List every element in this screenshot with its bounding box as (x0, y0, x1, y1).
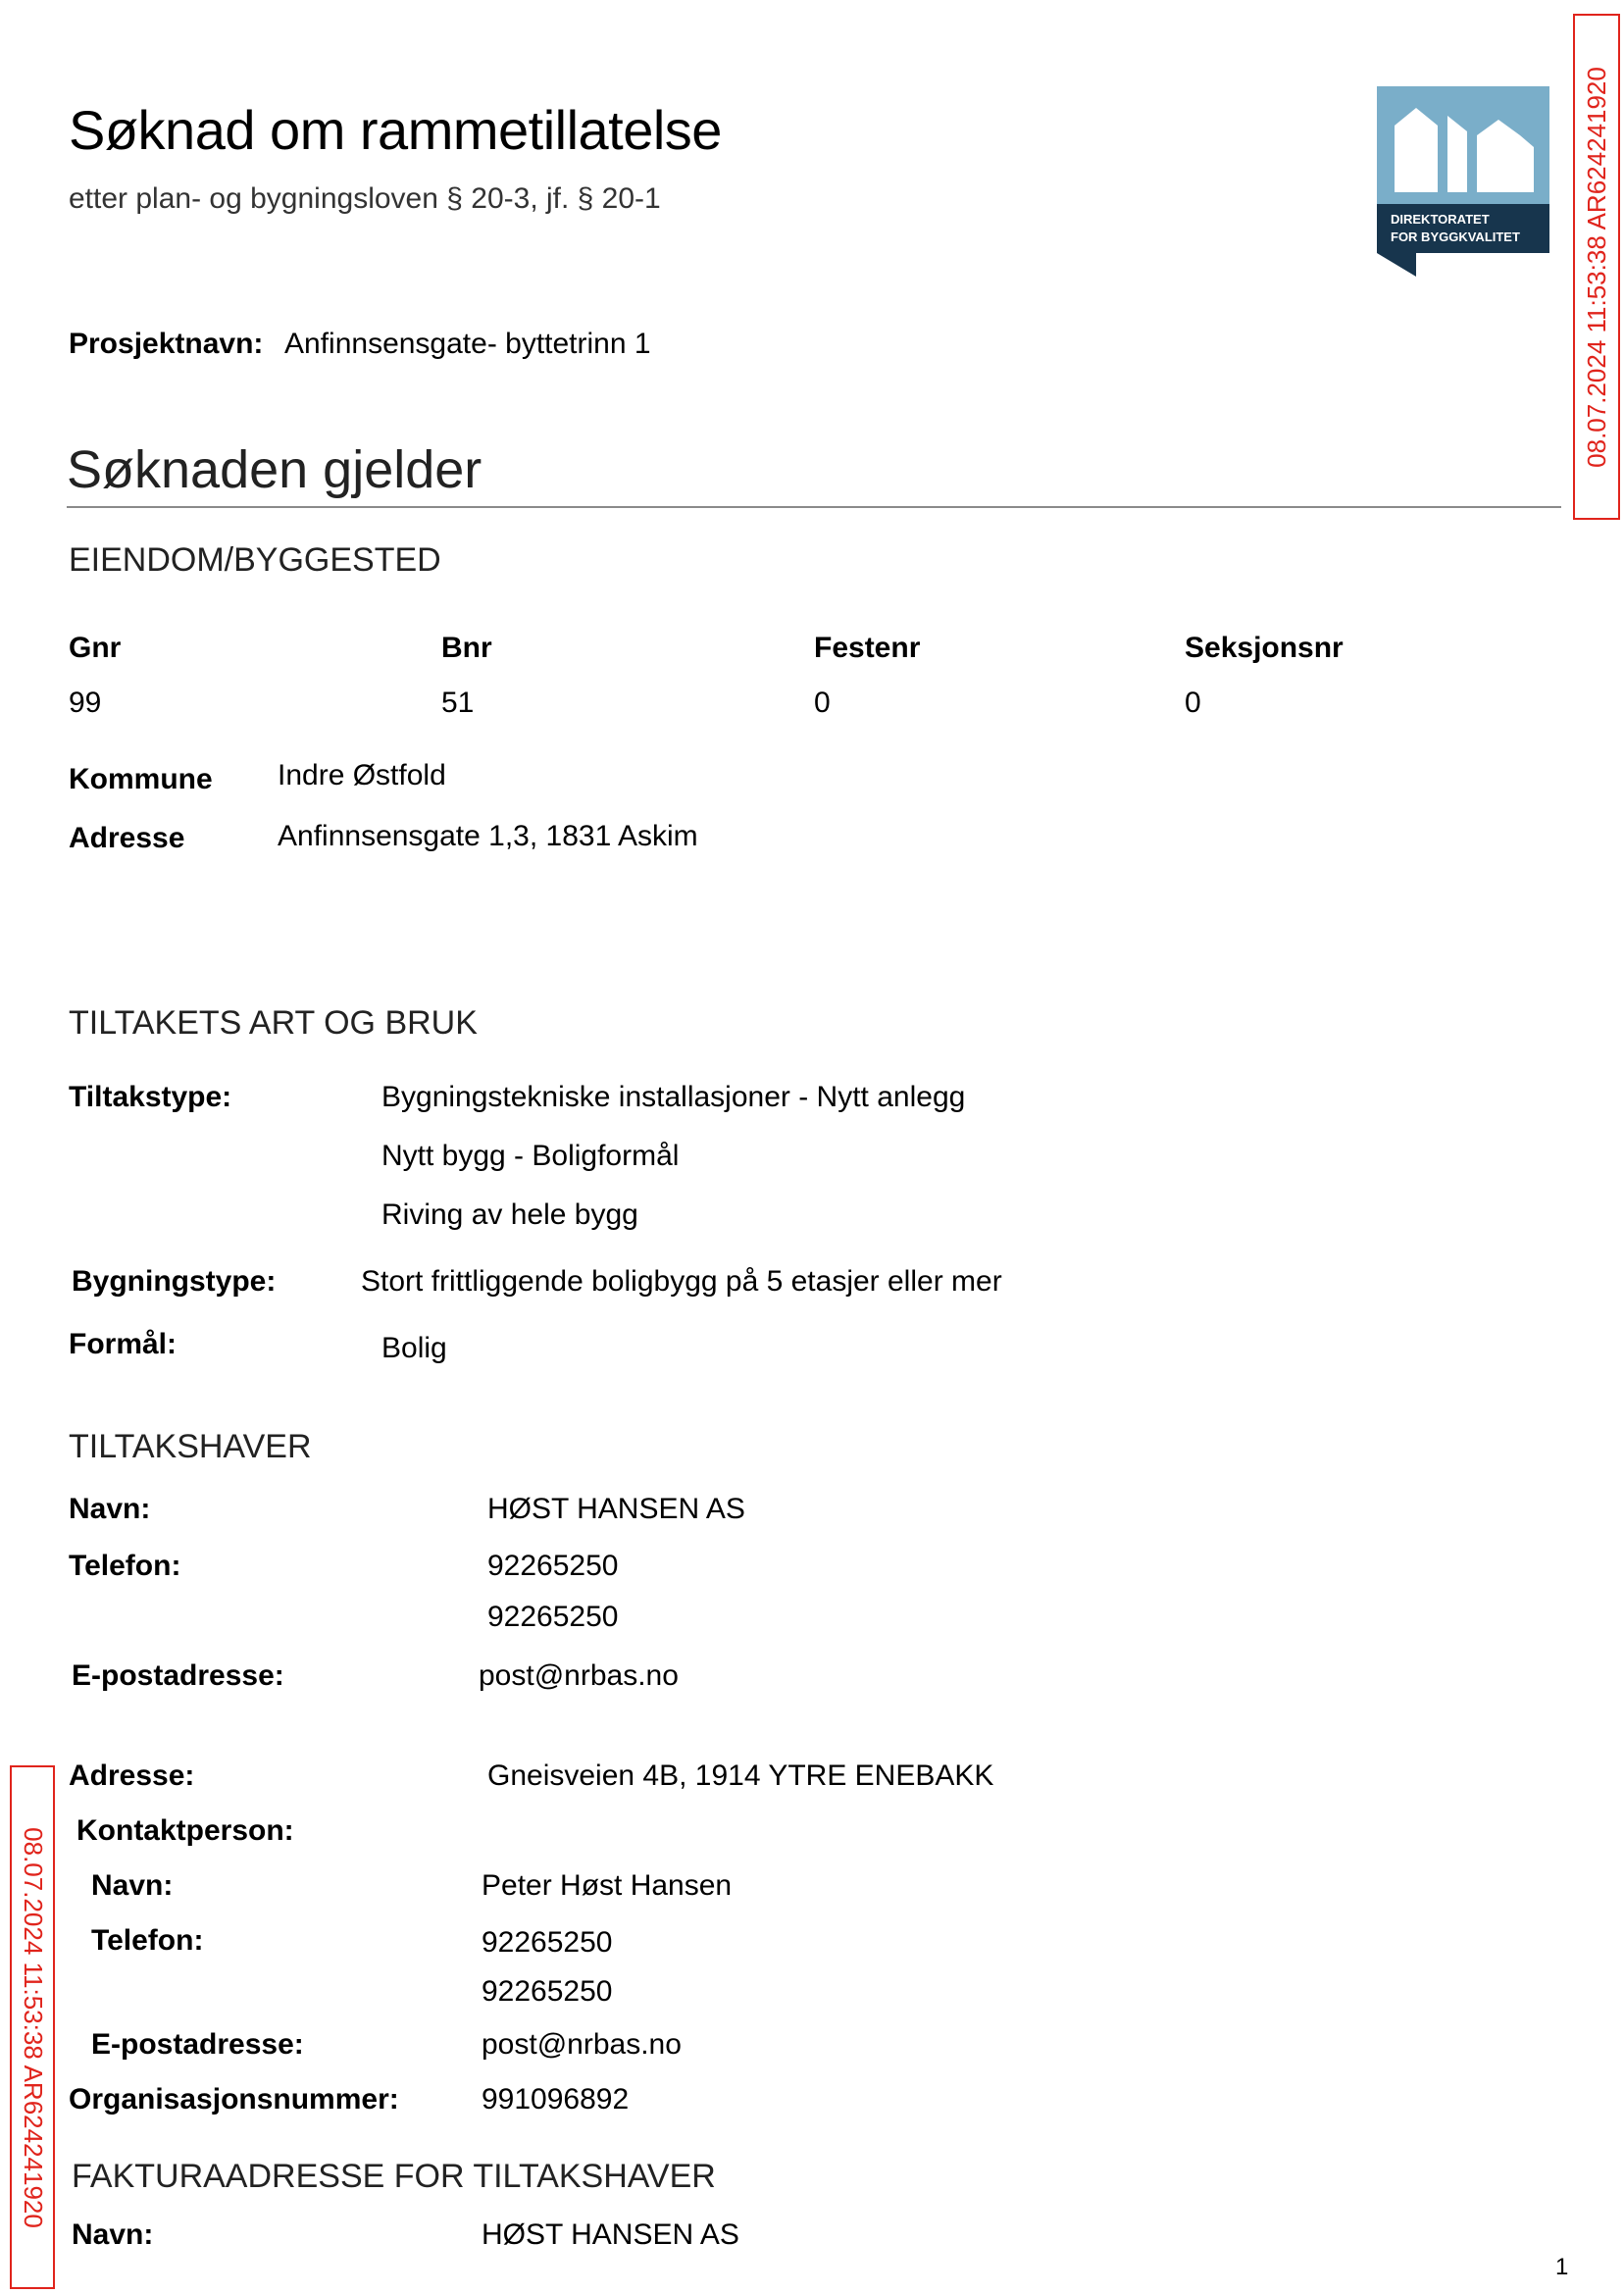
tiltakshaver-navn-label: Navn: (69, 1493, 151, 1525)
adresse-label: Adresse (69, 822, 185, 854)
kontakt-navn-value: Peter Høst Hansen (482, 1869, 733, 1902)
faktura-navn-value: HØST HANSEN AS (482, 2218, 739, 2251)
tiltakshaver-adresse-label: Adresse: (69, 1759, 195, 1792)
gnr-label: Gnr (69, 632, 122, 664)
kontaktperson-label: Kontaktperson: (76, 1814, 294, 1847)
page-number: 1 (1555, 2254, 1569, 2280)
kontakt-epost-label: E-postadresse: (91, 2028, 304, 2061)
document-subtitle: etter plan- og bygningsloven § 20-3, jf. § 20-1 (69, 182, 661, 215)
tiltakshaver-telefon-label: Telefon: (69, 1550, 181, 1582)
tiltakshaver-heading: TILTAKSHAVER (69, 1428, 312, 1465)
kontakt-telefon-label: Telefon: (91, 1924, 204, 1957)
gnr-value: 99 (69, 687, 102, 719)
orgnr-label: Organisasjonsnummer: (69, 2083, 399, 2116)
stamp-bottom-left (10, 1765, 55, 2289)
seksjonsnr-value: 0 (1185, 687, 1201, 719)
tiltakstype-item-2: Nytt bygg - Boligformål (381, 1140, 680, 1172)
stamp-text: 08.07.2024 11:53:38 AR624241920 (18, 1826, 48, 2228)
formal-value: Bolig (381, 1332, 447, 1364)
project-value: Anfinnsensgate- byttetrinn 1 (284, 328, 651, 360)
kommune-label: Kommune (69, 763, 213, 795)
seksjonsnr-label: Seksjonsnr (1185, 632, 1344, 664)
kontakt-telefon-1: 92265250 (482, 1926, 613, 1959)
kontakt-telefon-2: 92265250 (482, 1975, 613, 2008)
bnr-label: Bnr (441, 632, 492, 664)
eiendom-heading: EIENDOM/BYGGESTED (69, 541, 441, 579)
faktura-navn-label: Navn: (72, 2218, 154, 2251)
kontakt-navn-label: Navn: (91, 1869, 174, 1902)
stamp-top-right (1573, 14, 1620, 520)
document-title: Søknad om rammetillatelse (69, 99, 722, 161)
festenr-value: 0 (814, 687, 831, 719)
kontakt-epost-value: post@nrbas.no (482, 2028, 682, 2061)
tiltakshaver-epost-value: post@nrbas.no (479, 1659, 679, 1692)
kommune-value: Indre Østfold (278, 759, 446, 791)
project-label: Prosjektnavn: (69, 328, 264, 360)
section-heading: Søknaden gjelder (67, 440, 482, 499)
tiltakshaver-navn-value: HØST HANSEN AS (487, 1493, 745, 1525)
faktura-heading: FAKTURAADRESSE FOR TILTAKSHAVER (72, 2158, 716, 2195)
tiltakstype-label: Tiltakstype: (69, 1081, 232, 1113)
festenr-label: Festenr (814, 632, 921, 664)
dibk-logo-icon (1377, 86, 1549, 277)
orgnr-value: 991096892 (482, 2083, 630, 2116)
stamp-text: 08.07.2024 11:53:38 AR624241920 (1581, 66, 1611, 468)
tiltakshaver-telefon-1: 92265250 (487, 1550, 619, 1582)
formal-label: Formål: (69, 1328, 178, 1360)
adresse-value: Anfinnsensgate 1,3, 1831 Askim (278, 820, 698, 852)
logo-line-2: FOR BYGGKVALITET (1391, 229, 1520, 244)
tiltakstype-item-1: Bygningstekniske installasjoner - Nytt anlegg (381, 1081, 966, 1113)
tiltakshaver-adresse-value: Gneisveien 4B, 1914 YTRE ENEBAKK (487, 1759, 994, 1792)
tiltakshaver-telefon-2: 92265250 (487, 1601, 619, 1633)
bygningstype-label: Bygningstype: (72, 1265, 277, 1298)
tiltak-heading: TILTAKETS ART OG BRUK (69, 1004, 478, 1042)
logo-line-1: DIREKTORATET (1391, 212, 1490, 227)
tiltakshaver-epost-label: E-postadresse: (72, 1659, 284, 1692)
bnr-value: 51 (441, 687, 475, 719)
bygningstype-value: Stort frittliggende boligbygg på 5 etasjer eller mer (361, 1265, 1002, 1298)
tiltakstype-item-3: Riving av hele bygg (381, 1198, 638, 1231)
heading-rule (67, 506, 1561, 508)
